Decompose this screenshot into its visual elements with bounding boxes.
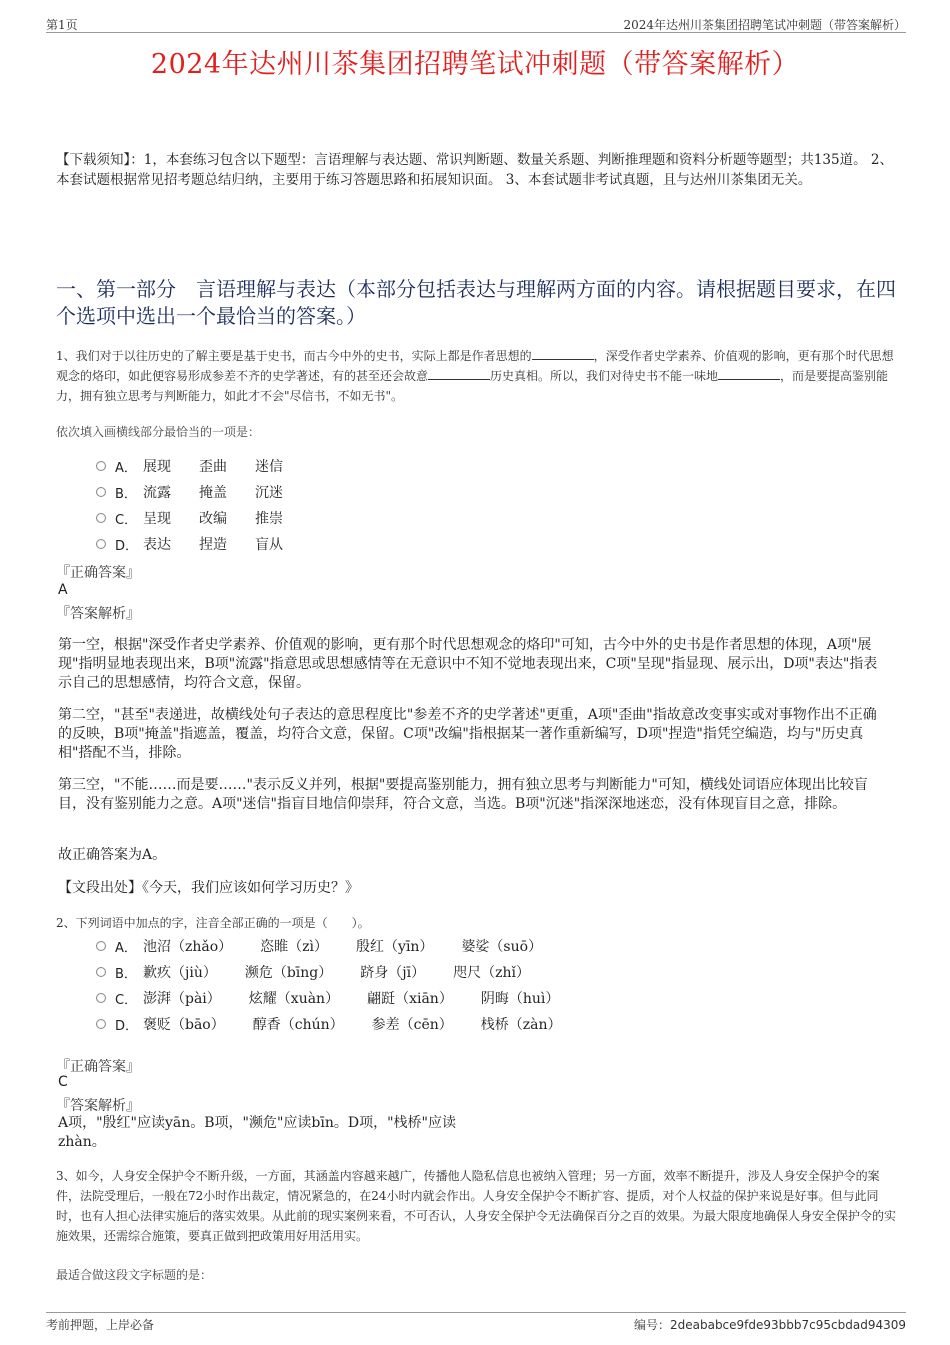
option-word: 栈桥（zàn） (480, 1017, 562, 1033)
option-word: 阴晦（huì） (480, 991, 560, 1007)
option-word: 翩跹（xiān） (367, 991, 453, 1007)
option-text (143, 534, 311, 554)
footer-slogan: 考前押题，上岸必备 (46, 1318, 155, 1332)
answer-option[interactable] (96, 505, 311, 531)
option-word: 跻身（jī） (360, 965, 426, 981)
option-text (143, 936, 570, 956)
option-text (143, 962, 558, 982)
blank-line (718, 367, 780, 380)
option-letter: B． (115, 486, 137, 502)
option-word: 褒贬（bāo） (143, 1017, 225, 1033)
option-word: 流露 (143, 485, 171, 501)
option-letter: C． (115, 992, 138, 1008)
option-word: 歉疚（jiù） (143, 965, 217, 981)
option-word: 改编 (199, 511, 227, 527)
answer-option[interactable] (96, 959, 590, 985)
radio-button-icon[interactable] (96, 967, 106, 977)
page-number: 第1页 (46, 18, 78, 32)
correct-answer: A (58, 582, 68, 598)
page-header (46, 14, 906, 33)
option-letter: C． (115, 512, 138, 528)
question-2-options (96, 933, 590, 1037)
option-word: 濒危（bīng） (244, 965, 333, 981)
option-letter: A． (115, 460, 137, 476)
analysis-paragraph: A项，"殷红"应读yān。B项，"濒危"应读bīn。D项，"栈桥"应读zhàn。 (58, 1115, 456, 1150)
radio-button-icon[interactable] (96, 941, 106, 951)
answer-option[interactable] (96, 531, 311, 557)
option-word: 歪曲 (199, 459, 227, 475)
option-word: 澎湃（pài） (143, 991, 221, 1007)
radio-button-icon[interactable] (96, 539, 106, 549)
option-letter: D． (115, 1018, 139, 1034)
answer-option[interactable] (96, 985, 590, 1011)
option-word: 沉迷 (255, 485, 283, 501)
radio-button-icon[interactable] (96, 1019, 106, 1029)
analysis-paragraph: 第三空，"不能……而是要……"表示反义并列，根据"要提高鉴别能力，拥有独立思考与判断能力"可知，横线处词语应体现出比较盲目，没有鉴别能力之意。A项"迷信"指盲目地信仰崇拜，符合文意，当选。B项"沉迷"指深深地迷恋，没有体现盲目之意，排除。 (58, 777, 868, 812)
option-word: 恣睢（zì） (260, 939, 329, 955)
option-word: 炫耀（xuàn） (248, 991, 340, 1007)
option-word: 池沼（zhǎo） (143, 939, 233, 955)
download-notice: 【下载须知】：1，本套练习包含以下题型：言语理解与表达题、常识判断题、数量关系题、判断推理题和资料分析题等题型；共135道。 2、本套试题根据常见招考题总结归纳，主要用于练习答题思路和拓展知识面。 3、本套试题非考试真题，且与达州川茶集团无关。 (56, 152, 893, 188)
question-1-prompt: 依次填入画横线部分最恰当的一项是： (56, 425, 261, 439)
correct-answer-label: 『正确答案』 (56, 1059, 140, 1075)
option-word: 盲从 (255, 537, 283, 553)
option-word: 参差（cēn） (371, 1017, 453, 1033)
option-word: 婆娑（suō） (461, 939, 543, 955)
question-1-options (96, 453, 311, 557)
text-source: 【文段出处】《今天，我们应该如何学习历史？》 (58, 880, 359, 896)
option-text (143, 508, 311, 528)
option-word: 咫尺（zhǐ） (453, 965, 530, 981)
question-3-prompt: 最适合做这段文字标题的是： (56, 1268, 213, 1282)
option-word: 掩盖 (199, 485, 227, 501)
option-word: 醇香（chún） (252, 1017, 344, 1033)
analysis-label: 『答案解析』 (56, 1098, 140, 1114)
option-word: 表达 (143, 537, 171, 553)
radio-button-icon[interactable] (96, 461, 106, 471)
analysis-conclusion: 故正确答案为A。 (58, 847, 167, 863)
correct-answer: C (58, 1074, 68, 1090)
option-word: 展现 (143, 459, 171, 475)
correct-answer-label: 『正确答案』 (56, 565, 140, 581)
analysis-label: 『答案解析』 (56, 606, 140, 622)
question-2-stem: 2、下列词语中加点的字，注音全部正确的一项是（ ）。 (56, 916, 370, 930)
question-1-stem: 1、我们对于以往历史的了解主要是基于史书，而古今中外的史书，实际上都是作者思想的 ，深受作者史学素养、价值观的影响，更有那个时代思想观念的烙印，如此便容易形成参差不齐的史学著述，有的甚至还会故意 历史真相。所以，我们对待史书不能一味地 ，而是要提高鉴别能力，拥有独立思考与判断能力，如此才不会"尽信书，不如无书"。 (56, 349, 894, 403)
analysis-paragraph: 第二空，"甚至"表递进，故横线处句子表达的意思程度比"参差不齐的史学著述"更重，A项"歪曲"指故意改变事实或对事物作出不正确的反映，B项"掩盖"指遮盖，覆盖，均符合文意，保留。C项"改编"指根据某一著作重新编写，D项"捏造"指凭空编造，均与"历史真相"搭配不当，排除。 (58, 707, 877, 761)
answer-option[interactable] (96, 933, 590, 959)
option-text (143, 988, 587, 1008)
option-letter: D． (115, 538, 139, 554)
option-letter: A． (115, 940, 137, 956)
header-doc-title: 2024年达州川茶集团招聘笔试冲刺题（带答案解析） (623, 18, 906, 32)
radio-button-icon[interactable] (96, 993, 106, 1003)
option-text (143, 1014, 590, 1034)
footer-code: 编号：2deababce9fde93bbb7c95cbdad94309 (633, 1318, 906, 1332)
blank-line (532, 347, 594, 360)
option-word: 迷信 (255, 459, 283, 475)
question-3-stem: 3、如今，人身安全保护令不断升级，一方面，其涵盖内容越来越广，传播他人隐私信息也被纳入管理；另一方面，效率不断提升，涉及人身安全保护令的案件，法院受理后，一般在72小时作出裁定，情况紧急的，在24小时内就会作出。人身安全保护令不断扩容、提质，对个人权益的保护来说是好事。但与此同时，也有人担心法律实施后的落实效果。从此前的现实案例来看，不可否认，人身安全保护令无法确保百分之百的效果。为最大限度地确保人身安全保护令的实施效果，还需综合施策，要真正做到把政策用好用活用实。 (56, 1169, 897, 1243)
answer-option[interactable] (96, 1011, 590, 1037)
radio-button-icon[interactable] (96, 487, 106, 497)
option-word: 捏造 (199, 537, 227, 553)
option-word: 殷红（yīn） (356, 939, 434, 955)
option-word: 推崇 (255, 511, 283, 527)
option-text (143, 482, 311, 502)
option-text (143, 456, 311, 476)
blank-line (428, 367, 490, 380)
option-letter: B． (115, 966, 137, 982)
option-word: 呈现 (143, 511, 171, 527)
radio-button-icon[interactable] (96, 513, 106, 523)
answer-option[interactable] (96, 479, 311, 505)
section-heading: 一、第一部分 言语理解与表达（本部分包括表达与理解两方面的内容。请根据题目要求，在四个选项中选出一个最恰当的答案。） (56, 277, 896, 328)
analysis-paragraph: 第一空，根据"深受作者史学素养、价值观的影响，更有那个时代思想观念的烙印"可知，古今中外的史书是作者思想的体现，A项"展现"指明显地表现出来，B项"流露"指意思或思想感情等在无意识中不知不觉地表现出来，C项"呈现"指显现、展示出，D项"表达"指表示自己的思想感情，均符合文意，保留。 (58, 637, 878, 691)
page-footer (46, 1312, 906, 1333)
page-title: 2024年达州川茶集团招聘笔试冲刺题（带答案解析） (150, 49, 800, 80)
answer-option[interactable] (96, 453, 311, 479)
